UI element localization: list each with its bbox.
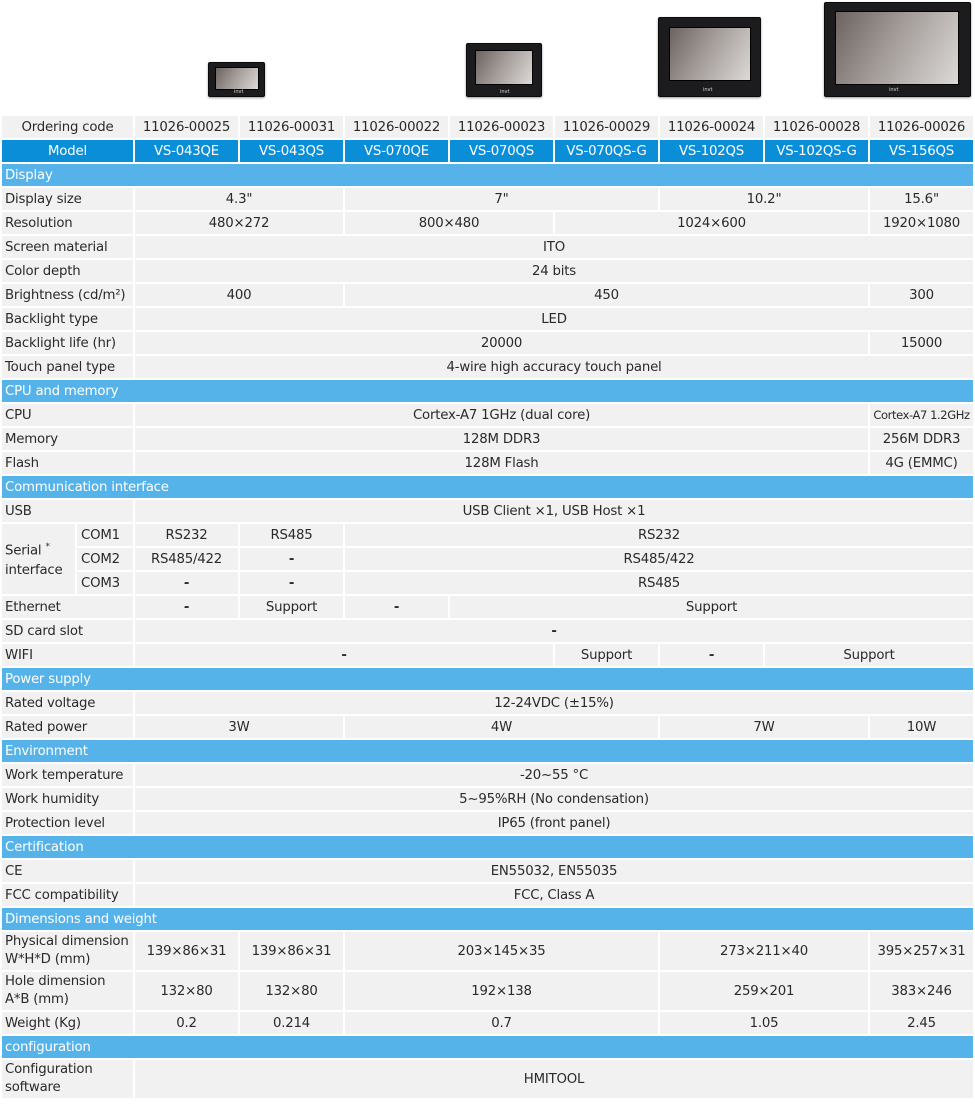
com3-row (2, 572, 973, 594)
value-cell: 480×272 (135, 212, 343, 234)
serial-footnote-mark: * (45, 542, 50, 553)
configuration-software-row (2, 1060, 973, 1098)
section-title: Certification (2, 836, 973, 858)
com1-row (2, 524, 973, 546)
fcc-row (2, 884, 973, 906)
section-title: Power supply (2, 668, 973, 690)
ordering-code-cell: 11026-00025 (135, 116, 238, 138)
ordering-code-label: Ordering code (2, 116, 133, 138)
product-image-vs-070 (466, 43, 542, 97)
com-label: COM1 (77, 524, 133, 546)
com-label: COM3 (77, 572, 133, 594)
ordering-code-cell: 11026-00022 (345, 116, 448, 138)
value-cell: 4.3" (135, 188, 343, 210)
section-configuration (2, 1036, 973, 1058)
display-size-row (2, 188, 973, 210)
work-temperature-row (2, 764, 973, 786)
value-cell: EN55032, EN55035 (135, 860, 973, 882)
cpu-row (2, 404, 973, 426)
product-images (0, 0, 975, 114)
flash-row (2, 452, 973, 474)
value-cell: 273×211×40 (660, 932, 868, 970)
rated-voltage-row (2, 692, 973, 714)
model-label: Model (2, 140, 133, 162)
section-title: configuration (2, 1036, 973, 1058)
row-label: CPU (2, 404, 133, 426)
model-cell: VS-102QS (660, 140, 763, 162)
spec-table (0, 114, 975, 1100)
resolution-row (2, 212, 973, 234)
touch-panel-row (2, 356, 973, 378)
value-cell: 128M DDR3 (135, 428, 868, 450)
work-humidity-row (2, 788, 973, 810)
model-cell: VS-070QE (345, 140, 448, 162)
row-label: Touch panel type (2, 356, 133, 378)
value-cell: 10W (870, 716, 973, 738)
row-label: Rated voltage (2, 692, 133, 714)
value-cell: 400 (135, 284, 343, 306)
ordering-code-cell: 11026-00029 (555, 116, 658, 138)
invt-logo: invt (703, 87, 713, 93)
value-cell: 1024×600 (555, 212, 868, 234)
value-cell: 24 bits (135, 260, 973, 282)
hole-dimension-row (2, 972, 973, 1010)
value-cell: Support (450, 596, 973, 618)
ordering-code-cell: 11026-00031 (240, 116, 343, 138)
value-cell: 203×145×35 (345, 932, 658, 970)
value-cell: - (240, 572, 343, 594)
invt-logo: invt (234, 89, 244, 95)
row-label: FCC compatibility (2, 884, 133, 906)
value-cell: 4W (345, 716, 658, 738)
com-label: COM2 (77, 548, 133, 570)
value-cell: FCC, Class A (135, 884, 973, 906)
row-label-line1: Physical dimension (5, 934, 129, 949)
section-communication (2, 476, 973, 498)
section-title: Environment (2, 740, 973, 762)
value-cell: 1920×1080 (870, 212, 973, 234)
value-cell: - (345, 596, 448, 618)
row-label (2, 932, 133, 970)
value-cell: 0.214 (240, 1012, 343, 1034)
value-cell: 395×257×31 (870, 932, 973, 970)
value-cell: - (135, 620, 973, 642)
value-cell: - (135, 596, 238, 618)
value-cell: RS232 (345, 524, 973, 546)
row-label: USB (2, 500, 133, 522)
value-cell: RS485 (240, 524, 343, 546)
section-certification (2, 836, 973, 858)
model-cell: VS-043QS (240, 140, 343, 162)
row-label: Memory (2, 428, 133, 450)
physical-dimension-row (2, 932, 973, 970)
row-label-line2: software (5, 1080, 61, 1095)
protection-level-row (2, 812, 973, 834)
model-cell: VS-043QE (135, 140, 238, 162)
row-label-line2: A*B (mm) (5, 992, 69, 1007)
value-cell: RS485 (345, 572, 973, 594)
sd-card-row (2, 620, 973, 642)
value-cell: Cortex-A7 1GHz (dual core) (135, 404, 868, 426)
value-cell: 139×86×31 (135, 932, 238, 970)
rated-power-row (2, 716, 973, 738)
value-cell: Cortex-A7 1.2GHz (870, 404, 973, 426)
color-depth-row (2, 260, 973, 282)
value-cell: 450 (345, 284, 868, 306)
value-cell: ITO (135, 236, 973, 258)
row-label: Screen material (2, 236, 133, 258)
memory-row (2, 428, 973, 450)
value-cell: 132×80 (135, 972, 238, 1010)
value-cell: 383×246 (870, 972, 973, 1010)
row-label-line1: Hole dimension (5, 974, 106, 989)
model-cell: VS-102QS-G (765, 140, 868, 162)
row-label-line1: Configuration (5, 1062, 93, 1077)
usb-row (2, 500, 973, 522)
row-label (2, 972, 133, 1010)
section-title: Dimensions and weight (2, 908, 973, 930)
value-cell: - (240, 548, 343, 570)
section-cpu (2, 380, 973, 402)
serial-label-line2: interface (5, 562, 63, 578)
value-cell: 300 (870, 284, 973, 306)
value-cell: 7" (345, 188, 658, 210)
value-cell: 139×86×31 (240, 932, 343, 970)
value-cell: 4-wire high accuracy touch panel (135, 356, 973, 378)
ce-row (2, 860, 973, 882)
value-cell: 259×201 (660, 972, 868, 1010)
section-display (2, 164, 973, 186)
section-title: Display (2, 164, 973, 186)
section-title: Communication interface (2, 476, 973, 498)
com2-row (2, 548, 973, 570)
value-cell: 2.45 (870, 1012, 973, 1034)
row-label (2, 1060, 133, 1098)
screen-material-row (2, 236, 973, 258)
value-cell: 5~95%RH (No condensation) (135, 788, 973, 810)
ordering-code-row (2, 116, 973, 138)
value-cell: 3W (135, 716, 343, 738)
row-label: Brightness (cd/m²) (2, 284, 133, 306)
value-cell: 12-24VDC (±15%) (135, 692, 973, 714)
ordering-code-cell: 11026-00026 (870, 116, 973, 138)
value-cell: - (135, 572, 238, 594)
row-label: Work temperature (2, 764, 133, 786)
row-label: Work humidity (2, 788, 133, 810)
value-cell: -20~55 °C (135, 764, 973, 786)
ordering-code-cell: 11026-00024 (660, 116, 763, 138)
value-cell: Support (555, 644, 658, 666)
model-cell: VS-070QS-G (555, 140, 658, 162)
value-cell: 128M Flash (135, 452, 868, 474)
value-cell: 192×138 (345, 972, 658, 1010)
value-cell: 10.2" (660, 188, 868, 210)
weight-row (2, 1012, 973, 1034)
wifi-row (2, 644, 973, 666)
value-cell: RS485/422 (345, 548, 973, 570)
invt-logo: invt (889, 87, 899, 93)
model-cell: VS-070QS (450, 140, 553, 162)
section-title: CPU and memory (2, 380, 973, 402)
row-label: Flash (2, 452, 133, 474)
value-cell: 132×80 (240, 972, 343, 1010)
value-cell: Support (765, 644, 973, 666)
row-label: Backlight type (2, 308, 133, 330)
section-power (2, 668, 973, 690)
value-cell: USB Client ×1, USB Host ×1 (135, 500, 973, 522)
row-label: CE (2, 860, 133, 882)
value-cell: 800×480 (345, 212, 553, 234)
brightness-row (2, 284, 973, 306)
ordering-code-cell: 11026-00028 (765, 116, 868, 138)
row-label: Weight (Kg) (2, 1012, 133, 1034)
row-label: Protection level (2, 812, 133, 834)
value-cell: 0.7 (345, 1012, 658, 1034)
ordering-code-cell: 11026-00023 (450, 116, 553, 138)
product-image-vs-043 (208, 62, 265, 97)
row-label: Backlight life (hr) (2, 332, 133, 354)
product-image-vs-102 (658, 17, 761, 97)
row-label: Ethernet (2, 596, 133, 618)
backlight-life-row (2, 332, 973, 354)
value-cell: LED (135, 308, 973, 330)
row-label: Rated power (2, 716, 133, 738)
section-environment (2, 740, 973, 762)
value-cell: Support (240, 596, 343, 618)
value-cell: 20000 (135, 332, 868, 354)
value-cell: 15000 (870, 332, 973, 354)
product-image-vs-156 (824, 2, 971, 97)
row-label-line2: W*H*D (mm) (5, 952, 91, 967)
row-label: Color depth (2, 260, 133, 282)
value-cell: 15.6" (870, 188, 973, 210)
value-cell: 1.05 (660, 1012, 868, 1034)
section-dimensions (2, 908, 973, 930)
value-cell: HMITOOL (135, 1060, 973, 1098)
backlight-type-row (2, 308, 973, 330)
ethernet-row (2, 596, 973, 618)
value-cell: RS232 (135, 524, 238, 546)
row-label: Resolution (2, 212, 133, 234)
invt-logo: invt (500, 89, 510, 95)
row-label: Display size (2, 188, 133, 210)
model-cell: VS-156QS (870, 140, 973, 162)
value-cell: 0.2 (135, 1012, 238, 1034)
value-cell: 7W (660, 716, 868, 738)
value-cell: - (135, 644, 553, 666)
row-label: WIFI (2, 644, 133, 666)
value-cell: - (660, 644, 763, 666)
value-cell: 256M DDR3 (870, 428, 973, 450)
value-cell: 4G (EMMC) (870, 452, 973, 474)
value-cell: RS485/422 (135, 548, 238, 570)
row-label: SD card slot (2, 620, 133, 642)
model-row (2, 140, 973, 162)
serial-label-line1: Serial (5, 543, 42, 559)
value-cell: IP65 (front panel) (135, 812, 973, 834)
serial-interface-label (2, 524, 75, 594)
